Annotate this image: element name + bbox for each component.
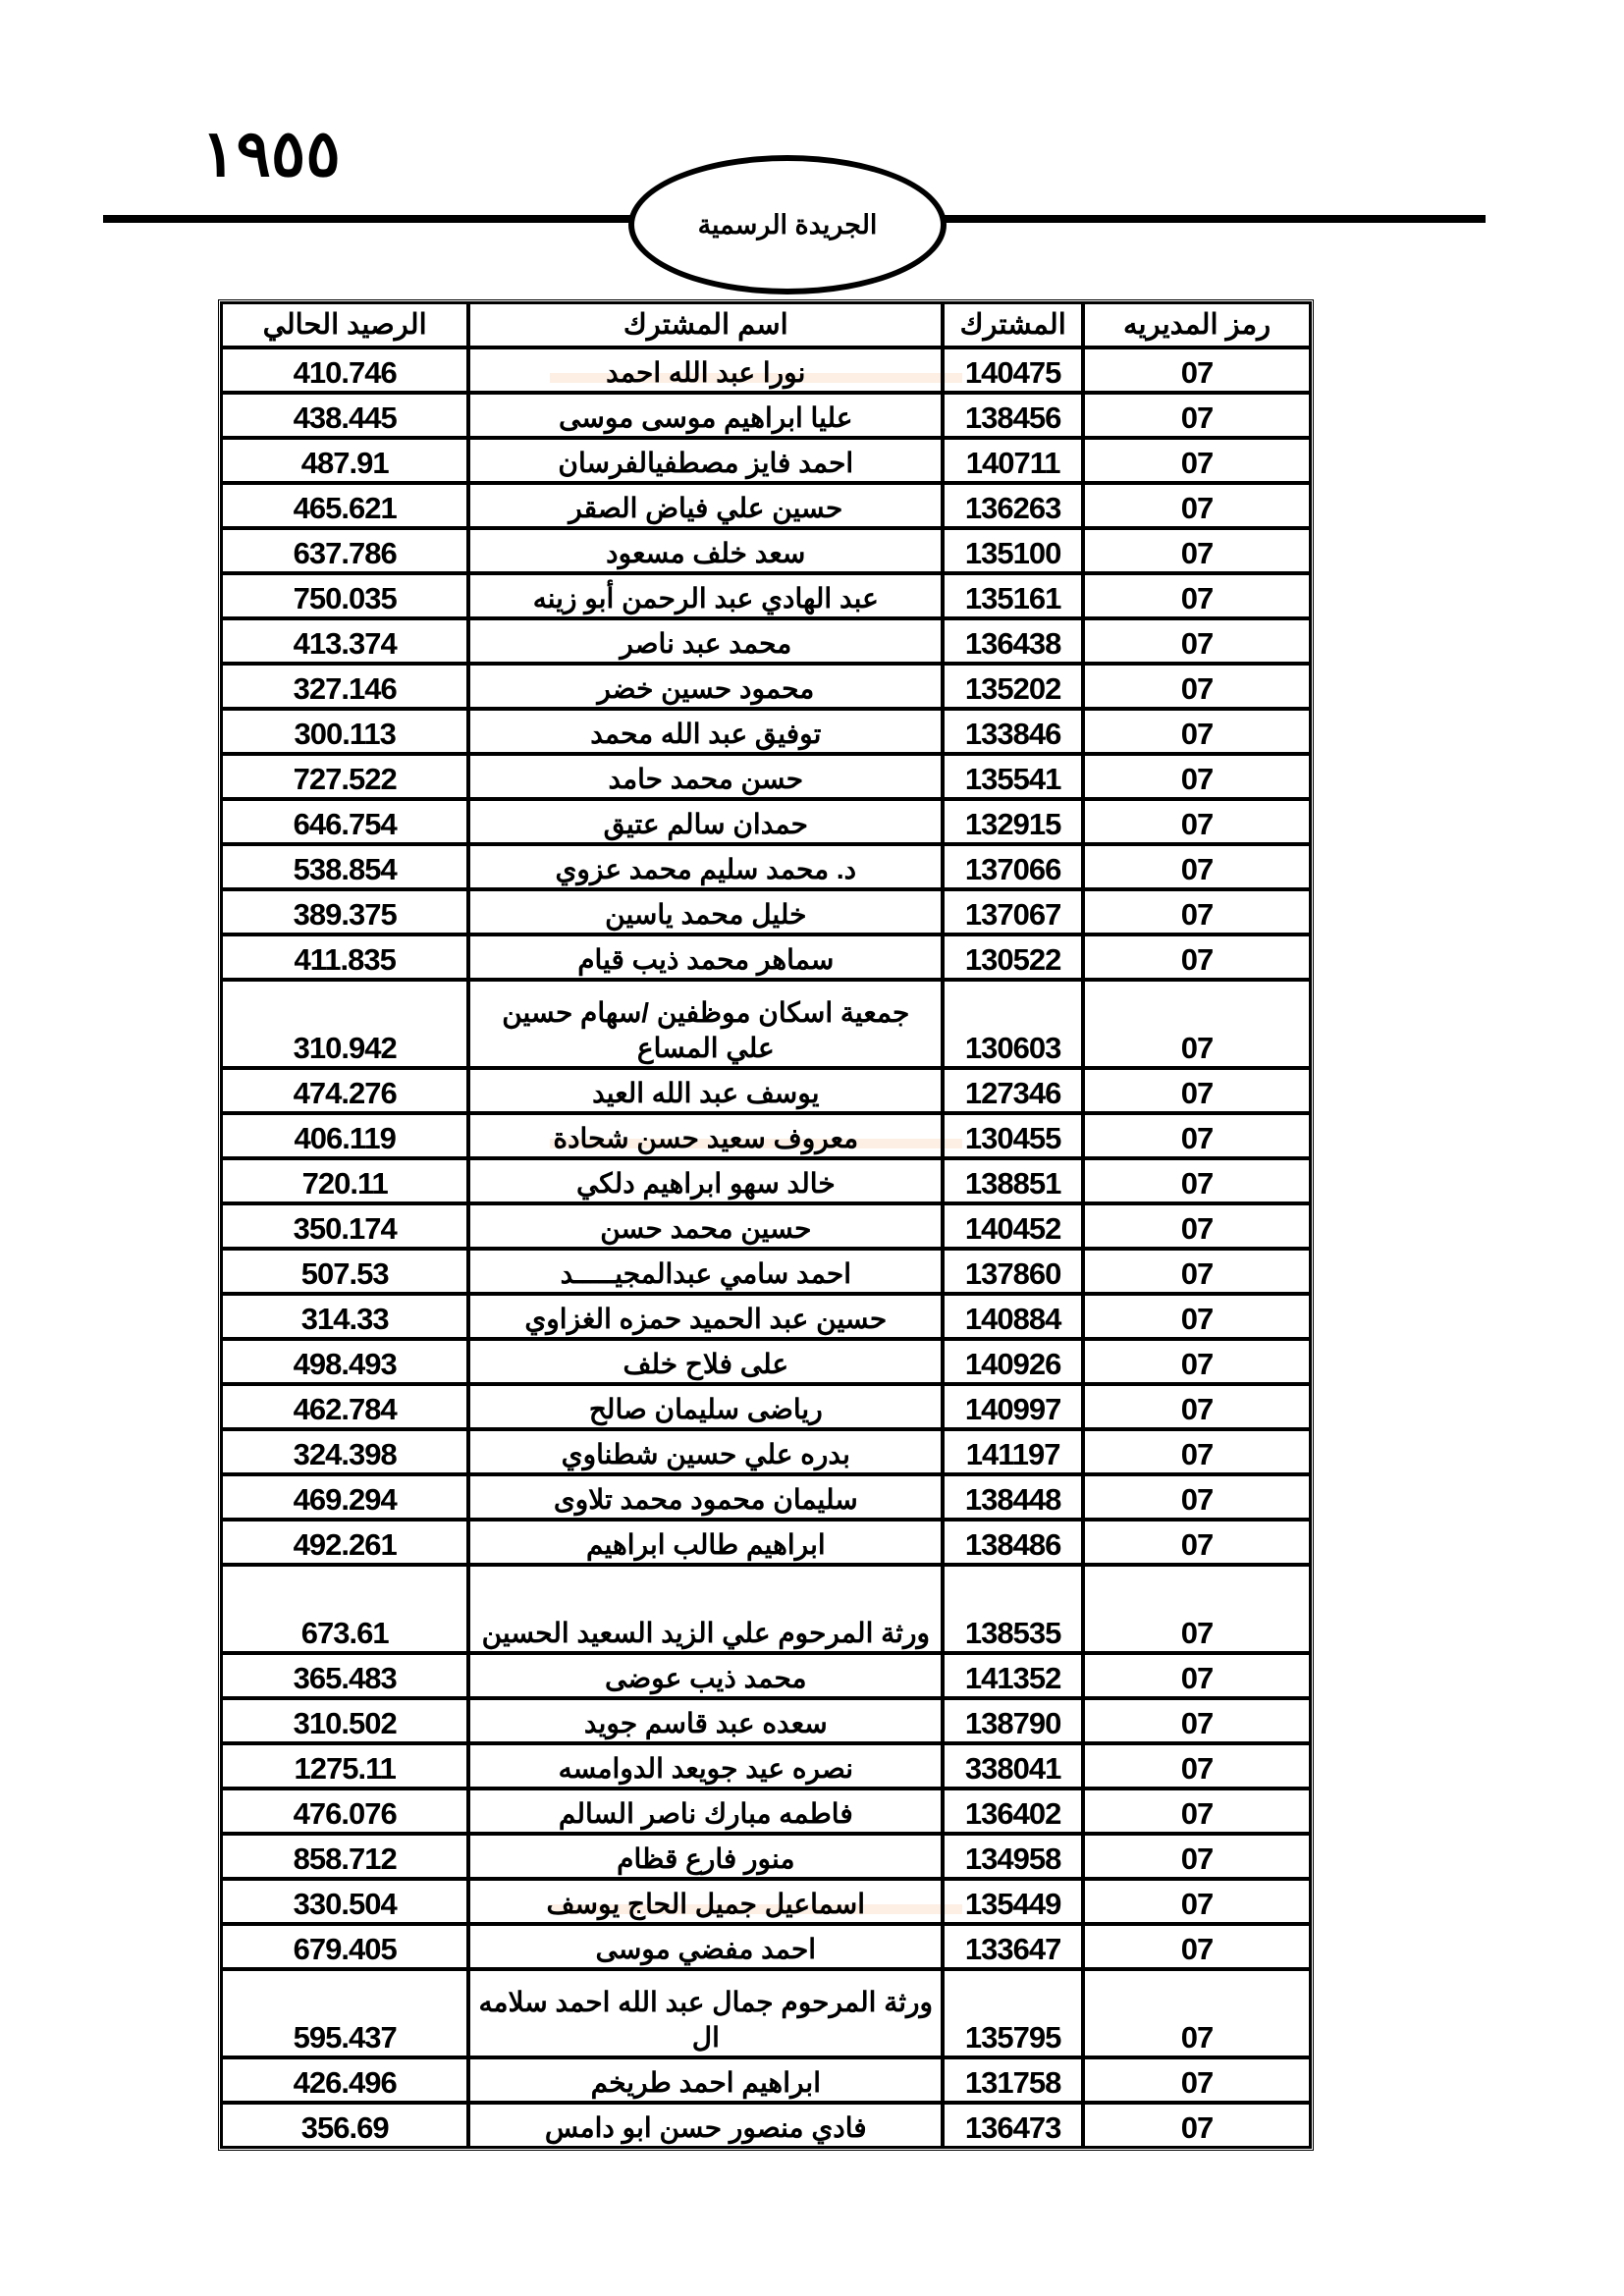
cell-current-balance: 411.835 [221,934,468,980]
cell-subscriber-name: رياضى سليمان صالح [468,1384,943,1429]
cell-directorate-code: 07 [1083,1339,1311,1384]
cell-subscriber-number: 135795 [943,1969,1083,2057]
cell-directorate-code: 07 [1083,438,1311,483]
table-row [221,393,1311,438]
cell-current-balance: 720.11 [221,1158,468,1203]
cell-subscriber-name: حسين محمد حسن [468,1203,943,1249]
cell-current-balance: 750.035 [221,573,468,618]
cell-subscriber-name: محمود حسين خضر [468,664,943,709]
cell-current-balance: 1275.11 [221,1743,468,1789]
cell-subscriber-number: 140711 [943,438,1083,483]
table-row [221,844,1311,889]
cell-subscriber-name: ابراهيم طالب ابراهيم [468,1520,943,1565]
table-row [221,1520,1311,1565]
cell-directorate-code: 07 [1083,1249,1311,1294]
cell-subscriber-number: 127346 [943,1068,1083,1113]
cell-directorate-code: 07 [1083,889,1311,934]
cell-directorate-code: 07 [1083,573,1311,618]
cell-subscriber-number: 136263 [943,483,1083,528]
cell-current-balance: 474.276 [221,1068,468,1113]
table-row [221,1743,1311,1789]
cell-subscriber-name: حمدان سالم عتيق [468,799,943,844]
col-header-directorate-code: رمز المديريه [1083,302,1311,347]
cell-directorate-code: 07 [1083,1203,1311,1249]
cell-directorate-code: 07 [1083,1834,1311,1879]
cell-subscriber-number: 133846 [943,709,1083,754]
cell-subscriber-number: 132915 [943,799,1083,844]
cell-subscriber-name: ورثة المرحوم جمال عبد الله احمد سلامه ال [468,1969,943,2057]
cell-directorate-code: 07 [1083,1294,1311,1339]
cell-subscriber-number: 130603 [943,980,1083,1068]
cell-current-balance: 365.483 [221,1653,468,1698]
cell-directorate-code: 07 [1083,1384,1311,1429]
cell-subscriber-number: 338041 [943,1743,1083,1789]
cell-subscriber-number: 141352 [943,1653,1083,1698]
cell-current-balance: 637.786 [221,528,468,573]
cell-current-balance: 498.493 [221,1339,468,1384]
cell-subscriber-number: 135161 [943,573,1083,618]
cell-directorate-code: 07 [1083,980,1311,1068]
cell-directorate-code: 07 [1083,483,1311,528]
table-row [221,2103,1311,2148]
cell-current-balance: 507.53 [221,1249,468,1294]
cell-subscriber-number: 136473 [943,2103,1083,2148]
table-row [221,1068,1311,1113]
table-row [221,1924,1311,1969]
cell-subscriber-name: حسين عبد الحميد حمزه الغزاوي [468,1294,943,1339]
col-header-subscriber: المشترك [943,302,1083,347]
cell-current-balance: 492.261 [221,1520,468,1565]
cell-directorate-code: 07 [1083,754,1311,799]
table-row [221,1789,1311,1834]
cell-subscriber-name: محمد عبد ناصر [468,618,943,664]
cell-current-balance: 356.69 [221,2103,468,2148]
cell-subscriber-name: جمعية اسكان موظفين /سهام حسين علي المساع [468,980,943,1068]
cell-directorate-code: 07 [1083,1474,1311,1520]
col-header-subscriber-name: اسم المشترك [468,302,943,347]
table-row [221,2057,1311,2103]
cell-directorate-code: 07 [1083,664,1311,709]
table-row [221,799,1311,844]
cell-subscriber-number: 138486 [943,1520,1083,1565]
table-row [221,1203,1311,1249]
cell-subscriber-name: احمد سامي عبدالمجيـــــد [468,1249,943,1294]
table-row [221,1698,1311,1743]
cell-current-balance: 330.504 [221,1879,468,1924]
cell-subscriber-name: خالد سهو ابراهيم دلكي [468,1158,943,1203]
cell-subscriber-number: 131758 [943,2057,1083,2103]
cell-subscriber-name: ورثة المرحوم علي الزيد السعيد الحسين [468,1565,943,1653]
table-row [221,664,1311,709]
cell-directorate-code: 07 [1083,1158,1311,1203]
cell-directorate-code: 07 [1083,2057,1311,2103]
cell-current-balance: 487.91 [221,438,468,483]
cell-directorate-code: 07 [1083,1969,1311,2057]
cell-current-balance: 679.405 [221,1924,468,1969]
cell-directorate-code: 07 [1083,1879,1311,1924]
cell-subscriber-number: 138456 [943,393,1083,438]
cell-subscriber-name: سماهر محمد ذيب قيام [468,934,943,980]
cell-directorate-code: 07 [1083,709,1311,754]
cell-subscriber-name: معروف سعيد حسن شحادة [468,1113,943,1158]
cell-subscriber-name: فادي منصور حسن ابو دامس [468,2103,943,2148]
masthead-ellipse [628,155,947,294]
cell-subscriber-number: 135100 [943,528,1083,573]
cell-directorate-code: 07 [1083,1789,1311,1834]
table-row [221,347,1311,393]
cell-current-balance: 327.146 [221,664,468,709]
cell-current-balance: 438.445 [221,393,468,438]
table-row [221,1429,1311,1474]
cell-current-balance: 410.746 [221,347,468,393]
table-row [221,483,1311,528]
cell-directorate-code: 07 [1083,347,1311,393]
cell-subscriber-name: نصره عيد جويعد الدوامسه [468,1743,943,1789]
cell-subscriber-name: توفيق عبد الله محمد [468,709,943,754]
cell-current-balance: 389.375 [221,889,468,934]
cell-subscriber-name: محمد ذيب عوضى [468,1653,943,1698]
cell-current-balance: 310.942 [221,980,468,1068]
cell-directorate-code: 07 [1083,1520,1311,1565]
cell-subscriber-name: حسين علي فياض الصقر [468,483,943,528]
table-row [221,1969,1311,2057]
cell-subscriber-number: 138448 [943,1474,1083,1520]
cell-directorate-code: 07 [1083,393,1311,438]
cell-subscriber-number: 138851 [943,1158,1083,1203]
cell-current-balance: 300.113 [221,709,468,754]
cell-subscriber-number: 141197 [943,1429,1083,1474]
cell-directorate-code: 07 [1083,844,1311,889]
masthead-title: الجريدة الرسمية [697,209,878,240]
cell-current-balance: 465.621 [221,483,468,528]
cell-current-balance: 538.854 [221,844,468,889]
subscribers-table [218,299,1314,2151]
cell-directorate-code: 07 [1083,1429,1311,1474]
cell-directorate-code: 07 [1083,1698,1311,1743]
cell-current-balance: 858.712 [221,1834,468,1879]
table-row [221,1384,1311,1429]
page-number: ١٩٥٥ [201,117,341,189]
cell-current-balance: 426.496 [221,2057,468,2103]
cell-directorate-code: 07 [1083,1068,1311,1113]
table-row [221,1113,1311,1158]
table-row [221,709,1311,754]
cell-subscriber-name: سليمان محمود محمد تلاوى [468,1474,943,1520]
cell-directorate-code: 07 [1083,1743,1311,1789]
table-row [221,1158,1311,1203]
table-row [221,573,1311,618]
cell-current-balance: 595.437 [221,1969,468,2057]
table-row [221,889,1311,934]
cell-current-balance: 673.61 [221,1565,468,1653]
table-row [221,1294,1311,1339]
cell-current-balance: 406.119 [221,1113,468,1158]
cell-directorate-code: 07 [1083,1653,1311,1698]
cell-subscriber-name: احمد مفضي موسى [468,1924,943,1969]
col-header-current-balance: الرصيد الحالي [221,302,468,347]
cell-directorate-code: 07 [1083,1565,1311,1653]
cell-subscriber-name: فاطمه مبارك ناصر السالم [468,1789,943,1834]
cell-subscriber-name: اسماعيل جميل الحاج يوسف [468,1879,943,1924]
cell-subscriber-number: 133647 [943,1924,1083,1969]
cell-subscriber-number: 140884 [943,1294,1083,1339]
cell-directorate-code: 07 [1083,528,1311,573]
table-row [221,1339,1311,1384]
cell-subscriber-number: 136402 [943,1789,1083,1834]
cell-current-balance: 413.374 [221,618,468,664]
cell-subscriber-number: 138790 [943,1698,1083,1743]
cell-current-balance: 310.502 [221,1698,468,1743]
cell-directorate-code: 07 [1083,2103,1311,2148]
cell-subscriber-number: 130455 [943,1113,1083,1158]
cell-subscriber-name: على فلاح خلف [468,1339,943,1384]
cell-subscriber-name: منور فارع قظام [468,1834,943,1879]
cell-subscriber-number: 136438 [943,618,1083,664]
cell-directorate-code: 07 [1083,1113,1311,1158]
cell-current-balance: 462.784 [221,1384,468,1429]
cell-subscriber-name: حسن محمد حامد [468,754,943,799]
cell-current-balance: 727.522 [221,754,468,799]
cell-current-balance: 476.076 [221,1789,468,1834]
cell-subscriber-number: 140452 [943,1203,1083,1249]
cell-current-balance: 469.294 [221,1474,468,1520]
table-row [221,438,1311,483]
cell-subscriber-number: 135202 [943,664,1083,709]
cell-subscriber-number: 130522 [943,934,1083,980]
cell-subscriber-name: احمد فايز مصطفيالفرسان [468,438,943,483]
table-row [221,1565,1311,1653]
cell-directorate-code: 07 [1083,799,1311,844]
cell-subscriber-number: 138535 [943,1565,1083,1653]
cell-subscriber-number: 137860 [943,1249,1083,1294]
cell-subscriber-name: ابراهيم احمد طريخم [468,2057,943,2103]
cell-subscriber-name: خليل محمد ياسين [468,889,943,934]
cell-subscriber-number: 135449 [943,1879,1083,1924]
table-row [221,980,1311,1068]
table-row [221,1879,1311,1924]
cell-subscriber-name: عبد الهادي عبد الرحمن أبو زينه [468,573,943,618]
cell-subscriber-name: يوسف عبد الله العيد [468,1068,943,1113]
table-row [221,528,1311,573]
cell-directorate-code: 07 [1083,618,1311,664]
table-row [221,754,1311,799]
cell-subscriber-name: نورا عبد الله احمد [468,347,943,393]
table-row [221,1249,1311,1294]
table-row [221,1653,1311,1698]
cell-current-balance: 314.33 [221,1294,468,1339]
table-row [221,1834,1311,1879]
cell-current-balance: 350.174 [221,1203,468,1249]
cell-current-balance: 646.754 [221,799,468,844]
cell-subscriber-number: 140475 [943,347,1083,393]
cell-subscriber-number: 137066 [943,844,1083,889]
cell-subscriber-name: سعد خلف مسعود [468,528,943,573]
cell-directorate-code: 07 [1083,1924,1311,1969]
cell-subscriber-number: 135541 [943,754,1083,799]
cell-subscriber-number: 137067 [943,889,1083,934]
cell-directorate-code: 07 [1083,934,1311,980]
table-row [221,618,1311,664]
table-header-row [221,302,1311,347]
cell-subscriber-name: بدره علي حسين شطناوي [468,1429,943,1474]
cell-subscriber-name: سعده عبد قاسم جويد [468,1698,943,1743]
table-row [221,1474,1311,1520]
cell-current-balance: 324.398 [221,1429,468,1474]
cell-subscriber-number: 140926 [943,1339,1083,1384]
cell-subscriber-name: عليا ابراهيم موسى موسى [468,393,943,438]
cell-subscriber-name: د. محمد سليم محمد عزوي [468,844,943,889]
cell-subscriber-number: 140997 [943,1384,1083,1429]
table-row [221,934,1311,980]
cell-subscriber-number: 134958 [943,1834,1083,1879]
